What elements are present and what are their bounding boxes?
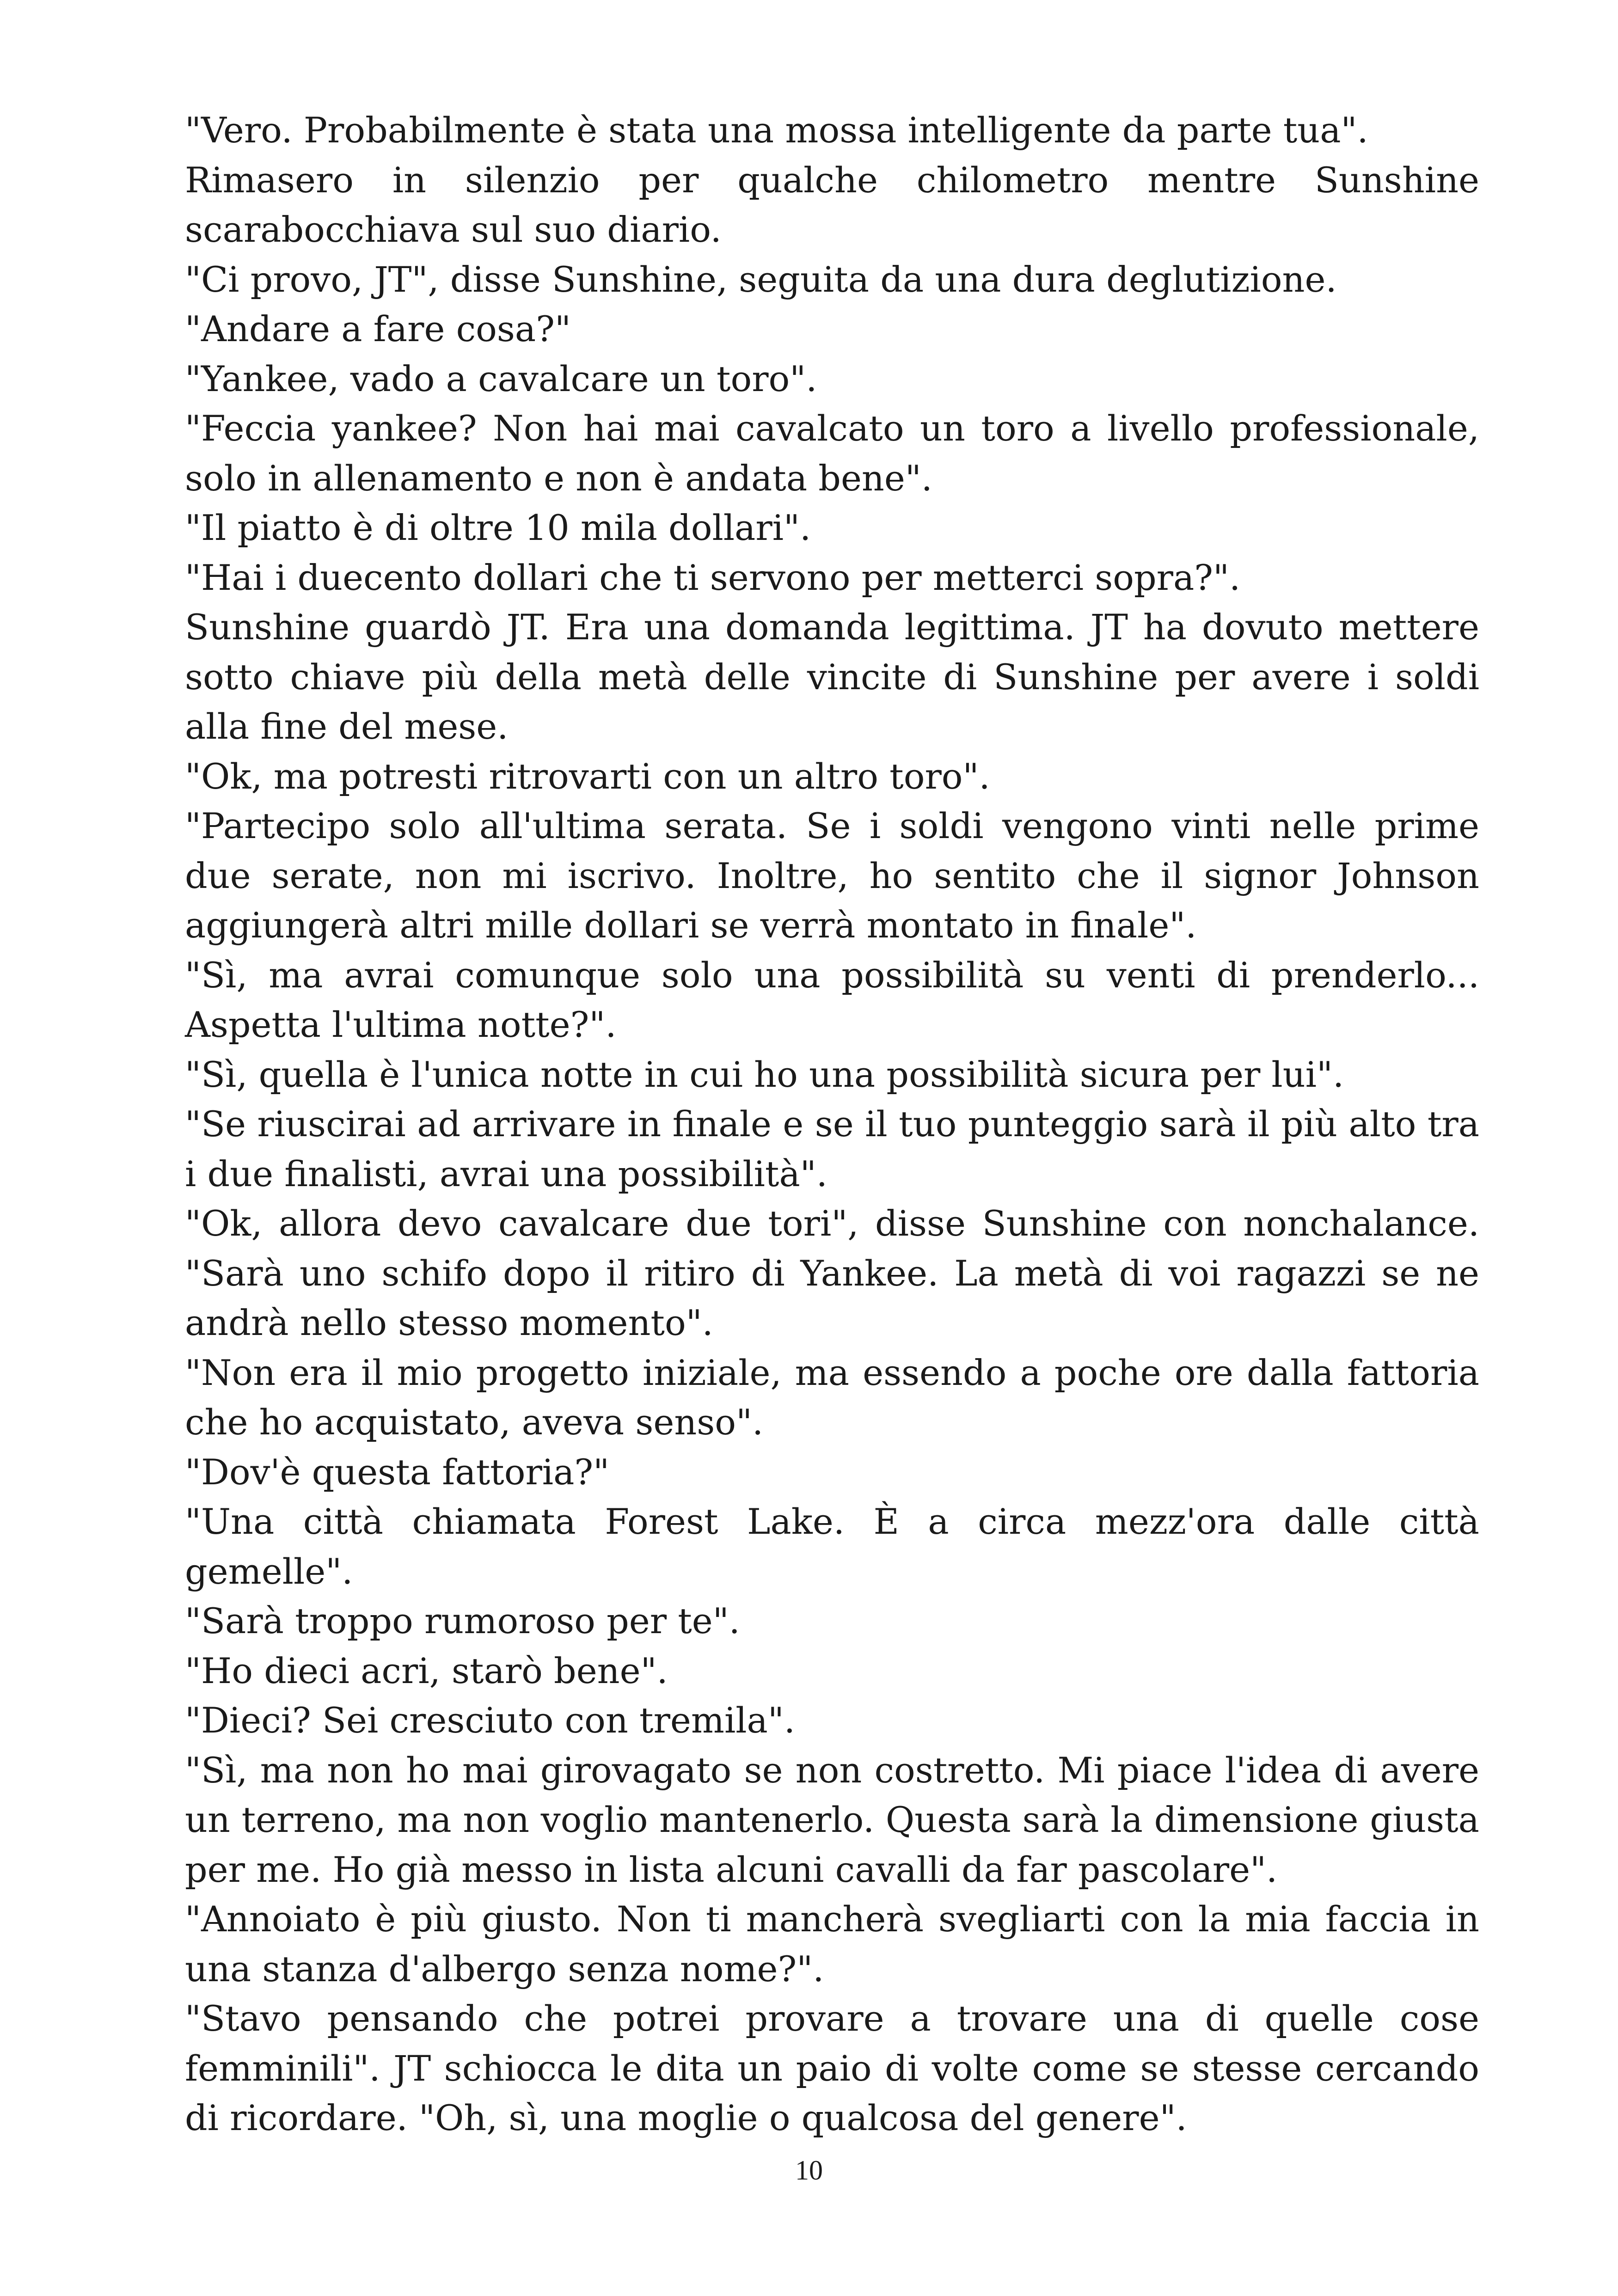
paragraph: "Vero. Probabilmente è stata una mossa intelligente da parte tua". (185, 110, 1368, 151)
paragraph: "Ci provo, JT", disse Sunshine, seguita da una dura deglutizione. (185, 258, 1337, 300)
paragraph: Rimasero in silenzio per qualche chilometro mentre Sunshine scarabocchiava sul suo diario. (185, 159, 1479, 250)
body-text (185, 105, 1479, 2143)
page-number: 10 (795, 2155, 823, 2186)
paragraph: "Dieci? Sei cresciuto con tremila". (185, 1700, 795, 1741)
paragraph: "Hai i duecento dollari che ti servono per metterci sopra?". (185, 557, 1241, 598)
paragraph: "Yankee, vado a cavalcare un toro". (185, 358, 817, 399)
paragraph: "Se riuscirai ad arrivare in finale e se il tuo punteggio sarà il più alto tra i due finalisti, avrai una possibilità". (185, 1103, 1479, 1194)
paragraph: "Il piatto è di oltre 10 mila dollari". (185, 507, 811, 548)
paragraph: "Una città chiamata Forest Lake. È a circa mezz'ora dalle città gemelle". (185, 1501, 1479, 1592)
paragraph: "Non era il mio progetto iniziale, ma essendo a poche ore dalla fattoria che ho acquistato, aveva senso". (185, 1352, 1479, 1443)
paragraph: "Sarà troppo rumoroso per te". (185, 1600, 740, 1641)
paragraph: "Annoiato è più giusto. Non ti mancherà svegliarti con la mia faccia in una stanza d'albergo senza nome?". (185, 1898, 1479, 1990)
paragraph: Sunshine guardò JT. Era una domanda legittima. JT ha dovuto mettere sotto chiave più della metà delle vincite di Sunshine per avere i soldi alla fine del mese. (185, 606, 1479, 747)
paragraph: "Feccia yankee? Non hai mai cavalcato un toro a livello professionale, solo in allenamento e non è andata bene". (185, 408, 1479, 499)
paragraph: "Partecipo solo all'ultima serata. Se i soldi vengono vinti nelle prime due serate, non mi iscrivo. Inoltre, ho sentito che il signor Johnson aggiungerà altri mille dollari se verrà montato in finale". (185, 805, 1479, 946)
paragraph: "Andare a fare cosa?" (185, 308, 571, 349)
paragraph: "Dov'è questa fattoria?" (185, 1451, 610, 1493)
paragraph: "Sì, ma avrai comunque solo una possibilità su venti di prenderlo... Aspetta l'ultima notte?". (185, 954, 1479, 1045)
paragraph: "Ok, ma potresti ritrovarti con un altro toro". (185, 755, 990, 797)
paragraph: "Sì, quella è l'unica notte in cui ho una possibilità sicura per lui". (185, 1053, 1344, 1095)
paragraph: "Stavo pensando che potrei provare a trovare una di quelle cose femminili". JT schiocca le dita un paio di volte come se stesse cercando di ricordare. "Oh, sì, una moglie o qualcosa del genere". (185, 1998, 1479, 2138)
paragraph: "Ho dieci acri, starò bene". (185, 1650, 668, 1691)
paragraph: "Sì, ma non ho mai girovagato se non costretto. Mi piace l'idea di avere un terreno, ma non voglio mantenerlo. Questa sarà la dimensione giusta per me. Ho già messo in lista alcuni cavalli da far pascolare". (185, 1749, 1479, 1890)
paragraph: "Ok, allora devo cavalcare due tori", disse Sunshine con nonchalance. "Sarà uno schifo dopo il ritiro di Yankee. La metà di voi ragazzi se ne andrà nello stesso momento". (185, 1203, 1479, 1343)
